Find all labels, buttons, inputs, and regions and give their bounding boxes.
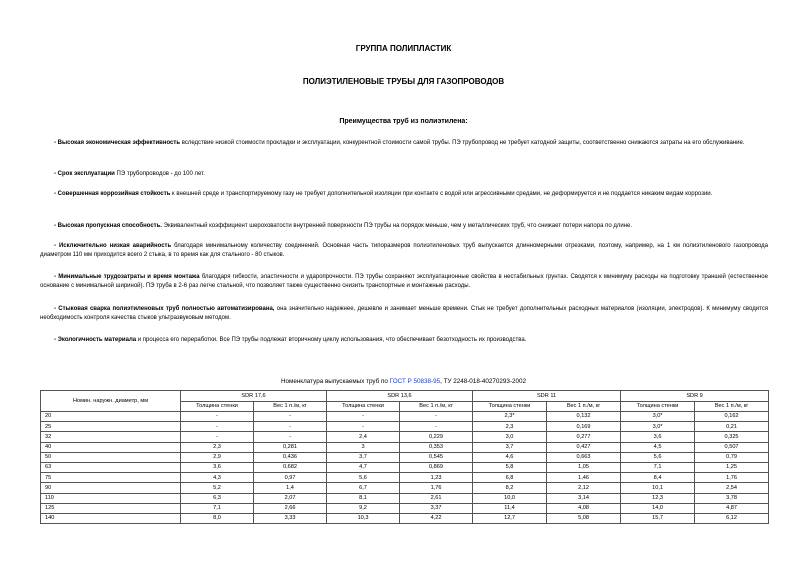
table-row	[41, 432, 769, 442]
advantage-text: к внешней среде и транспортируемому газу не требует дополнительной изоляции при контакте с водой или агрессивными средами, не деформируется и не поддается никаким видам коррозии.	[170, 191, 713, 197]
table-cell: 8,1	[327, 493, 400, 503]
table-cell: 3,78	[695, 493, 769, 503]
table-cell: 4,6	[473, 452, 547, 462]
advantage-text: ПЭ трубопроводов - до 100 лет.	[114, 171, 205, 177]
advantage-text: Эквивалентный коэффициент шероховатости внутренней поверхности ПЭ трубы на порядок меньше, чем у металлических труб, что снижает потери напора по длине.	[161, 223, 633, 229]
diameter-cell: 90	[41, 483, 181, 493]
table-cell: 6,3	[181, 493, 254, 503]
table-cell: 0,427	[547, 442, 621, 452]
column-header-wall: Толщина стенки	[181, 401, 254, 412]
table-cell: 14,0	[621, 503, 695, 513]
advantage-term: - Высокая экономическая эффективность	[54, 140, 181, 146]
advantage-paragraph	[40, 139, 768, 148]
column-header-diameter: Номин. наружн. диаметр, мм	[41, 391, 181, 412]
diameter-cell: 140	[41, 513, 181, 523]
table-cell: 4,5	[621, 442, 695, 452]
column-header-weight: Вес 1 п./м, кг	[695, 401, 769, 412]
advantage-paragraph	[40, 273, 768, 290]
table-cell: 1,23	[400, 473, 473, 483]
table-cell: 0,436	[254, 452, 327, 462]
table-cell: 0,97	[254, 473, 327, 483]
table-cell: 3,6	[181, 462, 254, 472]
advantage-term: - Срок эксплуатации	[54, 171, 115, 177]
table-cell: 0,132	[547, 412, 621, 422]
advantage-text: вследствие низкой стоимости прокладки и эксплуатации, конкурентной стоимости самой трубы. ПЭ трубопровод не требует катодной защиты, соответственно снижаются затраты на его обслуживание.	[180, 140, 745, 146]
advantage-text: она значительно надежнее, дешевле и занимает меньше времени. Стык не требует дополнительных расходных материалов (изоляции, электродов). К минимуму сводится необходимость контроля качества стыков ультразвуковым методом.	[40, 306, 768, 321]
column-group-header: SDR 9	[621, 391, 769, 402]
advantage-paragraph	[40, 222, 768, 231]
table-cell: 5,2	[181, 483, 254, 493]
diameter-cell: 20	[41, 412, 181, 422]
caption-suffix: , ТУ 2248-018-40270293-2002	[440, 378, 527, 385]
table-cell: 15,7	[621, 513, 695, 523]
table-cell: 12,3	[621, 493, 695, 503]
table-cell: 1,05	[547, 462, 621, 472]
advantage-paragraph	[40, 336, 768, 345]
table-cell: 2,12	[547, 483, 621, 493]
diameter-cell: 40	[41, 442, 181, 452]
table-cell: 3,37	[400, 503, 473, 513]
diameter-cell: 50	[41, 452, 181, 462]
table-row	[41, 473, 769, 483]
column-header-wall: Толщина стенки	[473, 401, 547, 412]
table-cell: 2,3	[181, 442, 254, 452]
table-cell: 0,507	[695, 442, 769, 452]
table-cell: 7,1	[181, 503, 254, 513]
diameter-cell: 75	[41, 473, 181, 483]
table-cell: 2,61	[400, 493, 473, 503]
table-cell: 10,0	[473, 493, 547, 503]
table-cell: 2,3	[473, 422, 547, 432]
column-header-weight: Вес 1 п./м, кг	[400, 401, 473, 412]
table-cell: -	[254, 412, 327, 422]
table-cell: -	[181, 422, 254, 432]
table-cell: 3,7	[327, 452, 400, 462]
table-cell: 5,8	[473, 462, 547, 472]
table-cell: -	[181, 412, 254, 422]
advantages-heading: Преимущества труб из полиэтилена:	[339, 118, 468, 125]
table-cell: 0,353	[400, 442, 473, 452]
advantage-term: - Высокая пропускная способность.	[54, 223, 162, 229]
column-group-header: SDR 13,6	[327, 391, 473, 402]
caption-prefix: Номенклатура выпускаемых труб по	[280, 378, 390, 385]
advantage-text: и процесса его переработки. Все ПЭ трубы подлежат вторичному циклу использования, что обеспечивает безотходность их производства.	[136, 337, 527, 343]
table-cell: 0,169	[547, 422, 621, 432]
table-cell: 3,0*	[621, 412, 695, 422]
table-cell: 9,2	[327, 503, 400, 513]
table-cell: 4,7	[327, 462, 400, 472]
table-cell: 0,79	[695, 452, 769, 462]
table-cell: 11,4	[473, 503, 547, 513]
table-cell: -	[254, 432, 327, 442]
diameter-cell: 63	[41, 462, 181, 472]
table-row	[41, 483, 769, 493]
table-cell: -	[400, 422, 473, 432]
advantage-paragraph	[40, 242, 768, 259]
diameter-cell: 32	[41, 432, 181, 442]
table-cell: 4,3	[181, 473, 254, 483]
table-cell: 3,6	[621, 432, 695, 442]
table-cell: -	[400, 412, 473, 422]
company-title: ГРУППА ПОЛИПЛАСТИК	[355, 44, 452, 53]
table-cell: 2,3*	[473, 412, 547, 422]
advantage-term: - Стыковая сварка полиэтиленовых труб полностью автоматизирована,	[54, 306, 275, 312]
column-header-weight: Вес 1 п./м, кг	[547, 401, 621, 412]
table-cell: -	[254, 422, 327, 432]
table-cell: 8,2	[473, 483, 547, 493]
table-cell: 1,4	[254, 483, 327, 493]
table-cell: 3,14	[547, 493, 621, 503]
table-cell: 4,08	[547, 503, 621, 513]
table-cell: -	[327, 422, 400, 432]
diameter-cell: 25	[41, 422, 181, 432]
table-cell: 0,682	[254, 462, 327, 472]
table-cell: 3,7	[473, 442, 547, 452]
table-cell: 8,0	[181, 513, 254, 523]
gost-link[interactable]: ГОСТ Р 50838-95	[389, 378, 441, 385]
table-cell: 3,0*	[621, 422, 695, 432]
table-row	[41, 493, 769, 503]
table-row	[41, 503, 769, 513]
table-cell: 0,663	[547, 452, 621, 462]
column-group-header: SDR 17,6	[181, 391, 327, 402]
table-cell: 3,0	[473, 432, 547, 442]
table-cell: 0,869	[400, 462, 473, 472]
table-cell: 1,25	[695, 462, 769, 472]
page-title: ПОЛИЭТИЛЕНОВЫЕ ТРУБЫ ДЛЯ ГАЗОПРОВОДОВ	[302, 77, 505, 86]
diameter-cell: 110	[41, 493, 181, 503]
table-cell: 6,8	[473, 473, 547, 483]
table-cell: 7,1	[621, 462, 695, 472]
table-cell: 2,54	[695, 483, 769, 493]
table-cell: 0,545	[400, 452, 473, 462]
table-caption	[0, 378, 807, 385]
table-cell: 4,87	[695, 503, 769, 513]
nomenclature-table	[40, 390, 769, 524]
advantage-term: - Экологичность материала	[54, 337, 137, 343]
table-cell: 12,7	[473, 513, 547, 523]
table-cell: 2,07	[254, 493, 327, 503]
column-header-wall: Толщина стенки	[327, 401, 400, 412]
table-cell: 0,281	[254, 442, 327, 452]
advantage-paragraph	[40, 190, 768, 199]
table-body	[41, 412, 769, 524]
table-row	[41, 412, 769, 422]
table-cell: -	[181, 432, 254, 442]
table-cell: 0,21	[695, 422, 769, 432]
table-cell: 10,3	[327, 513, 400, 523]
advantage-paragraph	[40, 170, 768, 179]
column-group-header: SDR 11	[473, 391, 621, 402]
column-header-weight: Вес 1 п./м, кг	[254, 401, 327, 412]
table-cell: 4,22	[400, 513, 473, 523]
advantage-term: - Совершенная коррозийная стойкость	[54, 191, 171, 197]
table-cell: 2,4	[327, 432, 400, 442]
table-row	[41, 462, 769, 472]
table-cell: 3	[327, 442, 400, 452]
advantage-term: - Исключительно низкая аварийность	[54, 243, 172, 249]
advantage-text: благодаря гибкости, эластичности и ударопрочности. ПЭ трубы сохраняют эксплуатационные свойства в нестабильных грунтах. Сводятся к минимуму расходы на подготовку траншей (естественное основание с минимальной шириной). ПЭ труба в 2-6 раз легче стальной, что позволяет также существенно снизить транспортные и монтажные расходы.	[40, 274, 768, 289]
table-row	[41, 452, 769, 462]
column-header-wall: Толщина стенки	[621, 401, 695, 412]
table-cell: 6,7	[327, 483, 400, 493]
table-cell: 10,1	[621, 483, 695, 493]
table-cell: 0,277	[547, 432, 621, 442]
table-cell: 5,08	[547, 513, 621, 523]
table-cell: 1,76	[400, 483, 473, 493]
table-cell: 1,76	[695, 473, 769, 483]
table-cell: 5,6	[327, 473, 400, 483]
table-cell: 0,325	[695, 432, 769, 442]
advantage-term: - Минимальные трудозатраты и время монтажа	[54, 274, 200, 280]
table-cell: 8,4	[621, 473, 695, 483]
table-row	[41, 422, 769, 432]
table-cell: 2,9	[181, 452, 254, 462]
table-cell: 1,46	[547, 473, 621, 483]
table-cell: 0,229	[400, 432, 473, 442]
advantage-text: благодаря минимальному количеству соединений. Основная часть типоразмеров полиэтиленовых труб выпускается длинномерными отрезками, поэтому, например, на 1 км полиэтиленового газопровода диаметром 110 мм приходится всего 2 стыка, в то время как для стального - 80 стыков.	[40, 243, 768, 258]
table-header-row	[41, 391, 769, 402]
diameter-cell: 125	[41, 503, 181, 513]
table-cell: 3,33	[254, 513, 327, 523]
table-cell: 0,162	[695, 412, 769, 422]
table-cell: 5,6	[621, 452, 695, 462]
table-cell: -	[327, 412, 400, 422]
table-row	[41, 513, 769, 523]
table-cell: 6,12	[695, 513, 769, 523]
table-cell: 2,66	[254, 503, 327, 513]
advantage-paragraph	[40, 305, 768, 322]
table-row	[41, 442, 769, 452]
